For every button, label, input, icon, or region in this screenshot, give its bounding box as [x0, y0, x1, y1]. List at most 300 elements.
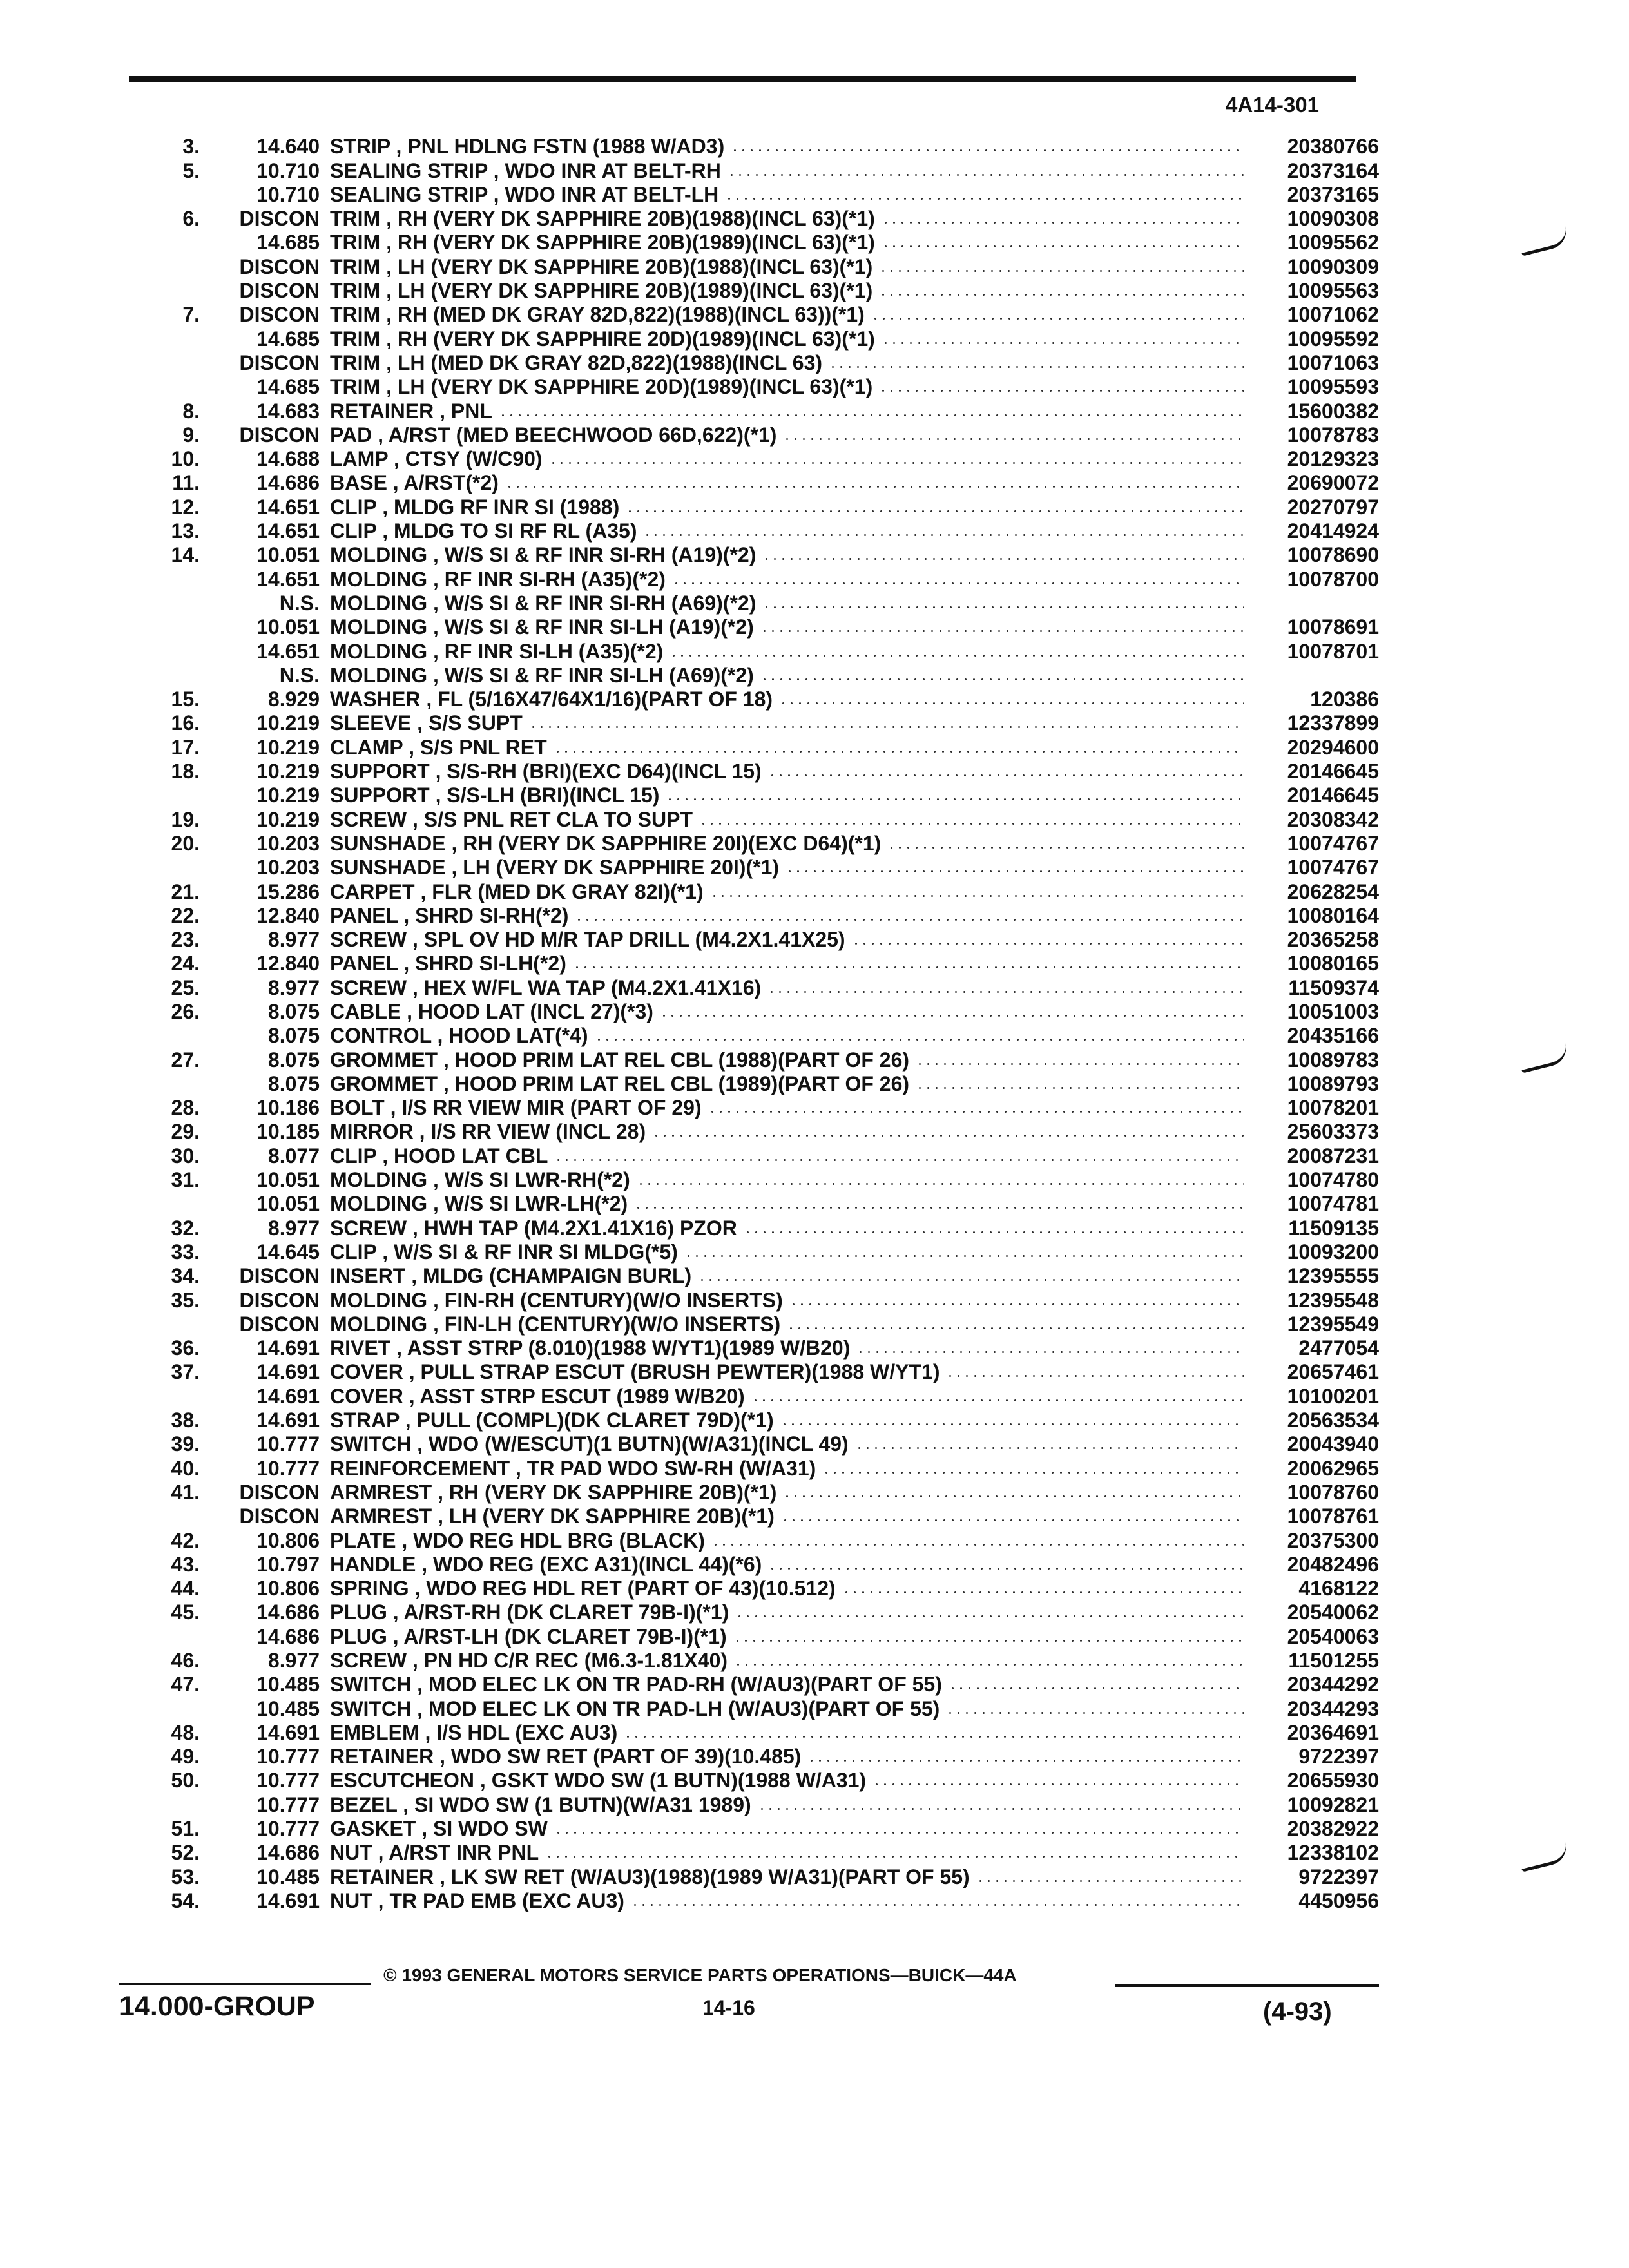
part-number: 11509135	[1288, 1216, 1379, 1240]
ref-number: 45.	[171, 1600, 200, 1624]
group-number: 12.840	[256, 952, 320, 975]
part-description: RETAINER , LK SW RET (W/AU3)(1988)(1989 W/A31)(PART OF 55)	[330, 1865, 970, 1888]
dot-leader	[882, 341, 1244, 345]
dot-leader	[879, 293, 1244, 296]
part-description: SWITCH , MOD ELEC LK ON TR PAD-LH (W/AU3)(PART OF 55)	[330, 1696, 940, 1720]
dot-leader	[787, 1327, 1244, 1330]
dot-leader	[762, 557, 1244, 561]
part-description: MOLDING , W/S SI & RF INR SI-RH (A19)(*2)	[330, 543, 757, 567]
part-number: 20344293	[1287, 1696, 1379, 1720]
parts-row	[148, 687, 1379, 711]
part-description: CONTROL , HOOD LAT(*4)	[330, 1024, 588, 1048]
part-description: RETAINER , WDO SW RET (PART OF 39)(10.485)	[330, 1745, 802, 1769]
parts-row	[148, 1023, 1379, 1047]
part-number: 10095593	[1287, 375, 1379, 399]
group-number: DISCON	[239, 1480, 320, 1504]
ref-number: 48.	[171, 1720, 200, 1744]
part-number: 11509374	[1288, 975, 1379, 999]
ref-number: 28.	[171, 1096, 200, 1120]
dot-leader	[505, 485, 1244, 488]
part-number: 10051003	[1287, 999, 1379, 1023]
group-number: 10.806	[256, 1528, 320, 1552]
parts-row	[148, 1696, 1379, 1720]
part-number: 12395549	[1287, 1312, 1379, 1336]
group-number: 8.977	[267, 975, 320, 999]
group-number: 14.691	[256, 1336, 320, 1360]
group-number: 8.075	[267, 1024, 320, 1048]
dot-leader	[549, 461, 1244, 465]
parts-row	[148, 158, 1379, 182]
parts-row	[148, 663, 1379, 687]
dot-leader	[783, 1495, 1244, 1498]
parts-row	[148, 1672, 1379, 1696]
part-number: 20375300	[1287, 1528, 1379, 1552]
dot-leader	[652, 1134, 1244, 1137]
ref-number: 30.	[171, 1144, 200, 1168]
parts-row	[148, 566, 1379, 590]
part-description: SPRING , WDO REG HDL RET (PART OF 43)(10.512)	[330, 1577, 836, 1600]
part-description: RETAINER , PNL	[330, 399, 492, 423]
parts-row	[148, 711, 1379, 735]
part-description: STRAP , PULL (COMPL)(DK CLARET 79D)(*1)	[330, 1408, 774, 1432]
parts-row	[148, 1600, 1379, 1624]
group-number: 10.777	[256, 1456, 320, 1480]
dot-leader	[672, 582, 1244, 585]
dot-leader	[976, 1879, 1244, 1883]
dot-leader	[760, 678, 1244, 681]
part-description: COVER , ASST STRP ESCUT (1989 W/B20)	[330, 1384, 745, 1408]
group-number: 14.691	[256, 1384, 320, 1408]
part-description: SUPPORT , S/S-RH (BRI)(EXC D64)(INCL 15)	[330, 760, 762, 783]
parts-row	[148, 302, 1379, 326]
parts-row	[148, 1504, 1379, 1528]
parts-row	[148, 447, 1379, 470]
parts-row	[148, 134, 1379, 158]
group-number: 12.840	[256, 903, 320, 927]
footer-rule	[1115, 1984, 1379, 1987]
part-description: SCREW , S/S PNL RET CLA TO SUPT	[330, 807, 693, 831]
part-description: CABLE , HOOD LAT (INCL 27)(*3)	[330, 999, 653, 1023]
part-description: PLUG , A/RST-RH (DK CLARET 79B-I)(*1)	[330, 1600, 729, 1624]
group-number: 10.219	[256, 783, 320, 807]
part-number: 20657461	[1287, 1360, 1379, 1384]
ref-number: 37.	[171, 1360, 200, 1384]
part-number: 20382922	[1287, 1817, 1379, 1841]
part-number: 20380766	[1287, 135, 1379, 159]
part-description: SUPPORT , S/S-LH (BRI)(INCL 15)	[330, 783, 660, 807]
dot-leader	[916, 1062, 1244, 1066]
part-description: INSERT , MLDG (CHAMPAIGN BURL)	[330, 1264, 692, 1288]
parts-row	[148, 1095, 1379, 1119]
part-number: 20435166	[1287, 1024, 1379, 1048]
group-number: 10.485	[256, 1673, 320, 1696]
ref-number: 54.	[171, 1888, 200, 1912]
group-number: 10.777	[256, 1792, 320, 1816]
parts-row	[148, 879, 1379, 903]
group-number: 14.686	[256, 1600, 320, 1624]
copyright-text: © 1993 GENERAL MOTORS SERVICE PARTS OPERATIONS—BUICK—44A	[383, 1965, 1017, 1985]
parts-row	[148, 351, 1379, 374]
group-number: 14.685	[256, 375, 320, 399]
part-number: 20062965	[1287, 1456, 1379, 1480]
ref-number: 12.	[171, 495, 200, 519]
ref-number: 51.	[171, 1817, 200, 1841]
group-number: 14.640	[256, 135, 320, 159]
group-number: DISCON	[239, 423, 320, 447]
dot-leader	[529, 726, 1244, 729]
part-description: SLEEVE , S/S SUPT	[330, 711, 523, 735]
group-number: 10.051	[256, 1168, 320, 1192]
part-description: COVER , PULL STRAP ESCUT (BRUSH PEWTER)(1988 W/YT1)	[330, 1360, 940, 1384]
dot-leader	[637, 1182, 1244, 1186]
part-number: 4168122	[1298, 1577, 1379, 1600]
parts-row	[148, 999, 1379, 1023]
group-number: 14.685	[256, 231, 320, 255]
part-number: 20373165	[1287, 182, 1379, 206]
part-number: 20294600	[1287, 735, 1379, 759]
dot-leader	[710, 894, 1244, 898]
group-number: 10.185	[256, 1120, 320, 1144]
parts-row	[148, 182, 1379, 206]
ref-number: 47.	[171, 1673, 200, 1696]
part-description: MOLDING , W/S SI LWR-RH(*2)	[330, 1168, 630, 1192]
dot-leader	[887, 846, 1244, 849]
page-code: 4A14-301	[1226, 93, 1319, 117]
group-number: 10.485	[256, 1865, 320, 1888]
part-description: REINFORCEMENT , TR PAD WDO SW-RH (W/A31)	[330, 1456, 816, 1480]
part-description: CLAMP , S/S PNL RET	[330, 735, 547, 759]
group-number: 8.977	[267, 1216, 320, 1240]
dot-leader	[822, 1471, 1244, 1474]
parts-row	[148, 1720, 1379, 1744]
ref-number: 35.	[171, 1288, 200, 1312]
part-number: 20540062	[1287, 1600, 1379, 1624]
dot-leader	[699, 822, 1244, 825]
part-number: 20129323	[1287, 447, 1379, 471]
part-description: MOLDING , FIN-LH (CENTURY)(W/O INSERTS)	[330, 1312, 781, 1336]
part-number: 10074767	[1287, 831, 1379, 855]
parts-row	[148, 1168, 1379, 1191]
date-code: (4-93)	[1263, 1997, 1332, 2026]
dot-leader	[882, 221, 1244, 224]
group-number: 8.977	[267, 1649, 320, 1672]
ref-number: 52.	[171, 1841, 200, 1865]
parts-row	[148, 1143, 1379, 1167]
part-number: 20540063	[1287, 1624, 1379, 1648]
ref-number: 13.	[171, 519, 200, 543]
part-number: 10078783	[1287, 423, 1379, 447]
parts-row	[148, 326, 1379, 350]
dot-leader	[711, 1543, 1244, 1546]
parts-row	[148, 855, 1379, 879]
parts-row	[148, 1624, 1379, 1648]
part-description: PAD , A/RST (MED BEECHWOOD 66D,622)(*1)	[330, 423, 777, 447]
parts-row	[148, 1287, 1379, 1311]
group-number: 10.203	[256, 856, 320, 879]
part-number: 10080164	[1287, 903, 1379, 927]
group-number: DISCON	[239, 255, 320, 278]
part-description: SUNSHADE , LH (VERY DK SAPPHIRE 20I)(*1)	[330, 856, 780, 879]
group-number: 10.219	[256, 807, 320, 831]
dot-leader	[735, 1615, 1244, 1618]
part-number: 12338102	[1287, 1841, 1379, 1865]
margin-mark	[1518, 1842, 1570, 1872]
part-number: 10078201	[1287, 1096, 1379, 1120]
dot-leader	[684, 1254, 1244, 1258]
part-description: BEZEL , SI WDO SW (1 BUTN)(W/A31 1989)	[330, 1792, 751, 1816]
group-number: 10.186	[256, 1096, 320, 1120]
part-number: 12337899	[1287, 711, 1379, 735]
ref-number: 32.	[171, 1216, 200, 1240]
group-number: 10.806	[256, 1577, 320, 1600]
dot-leader	[758, 1807, 1244, 1811]
dot-leader	[789, 1303, 1244, 1306]
part-description: SCREW , HEX W/FL WA TAP (M4.2X1.41X16)	[330, 975, 762, 999]
part-number: 10095563	[1287, 279, 1379, 303]
dot-leader	[946, 1374, 1244, 1378]
parts-row	[148, 1215, 1379, 1239]
dot-leader	[786, 870, 1244, 873]
part-description: PLATE , WDO REG HDL BRG (BLACK)	[330, 1528, 705, 1552]
parts-row	[148, 1456, 1379, 1479]
part-description: STRIP , PNL HDLNG FSTN (1988 W/AD3)	[330, 135, 725, 159]
part-number: 10095592	[1287, 327, 1379, 351]
part-description: RIVET , ASST STRP (8.010)(1988 W/YT1)(1989 W/B20)	[330, 1336, 851, 1360]
part-description: SUNSHADE , RH (VERY DK SAPPHIRE 20I)(EXC D64)(*1)	[330, 831, 882, 855]
part-description: LAMP , CTSY (W/C90)	[330, 447, 543, 471]
part-number: 9722397	[1298, 1745, 1379, 1769]
part-description: TRIM , RH (VERY DK SAPPHIRE 20B)(1989)(INCL 63)(*1)	[330, 231, 875, 255]
group-number: 14.685	[256, 327, 320, 351]
group-number: 8.929	[267, 687, 320, 711]
group-number: 14.651	[256, 495, 320, 519]
ref-number: 39.	[171, 1432, 200, 1456]
parts-row	[148, 1864, 1379, 1888]
ref-number: 23.	[171, 928, 200, 952]
dot-leader	[768, 774, 1244, 777]
ref-number: 41.	[171, 1480, 200, 1504]
group-number: 14.651	[256, 567, 320, 591]
dot-leader	[660, 1014, 1244, 1017]
part-number: 10078700	[1287, 567, 1379, 591]
ref-number: 18.	[171, 760, 200, 783]
part-description: PANEL , SHRD SI-RH(*2)	[330, 903, 569, 927]
parts-row	[148, 519, 1379, 543]
part-number: 20628254	[1287, 879, 1379, 903]
dot-leader	[698, 1278, 1244, 1282]
group-number: DISCON	[239, 303, 320, 327]
page-number: 14-16	[702, 1996, 755, 2019]
part-number: 20146645	[1287, 760, 1379, 783]
ref-number: 22.	[171, 903, 200, 927]
part-description: CLIP , HOOD LAT CBL	[330, 1144, 548, 1168]
ref-number: 44.	[171, 1577, 200, 1600]
part-number: 20146645	[1287, 783, 1379, 807]
part-number: 10078761	[1287, 1504, 1379, 1528]
group-number: 14.686	[256, 1841, 320, 1865]
ref-number: 7.	[182, 303, 200, 327]
parts-row	[148, 1576, 1379, 1600]
part-description: NUT , TR PAD EMB (EXC AU3)	[330, 1888, 624, 1912]
ref-number: 6.	[182, 207, 200, 231]
parts-row	[148, 206, 1379, 230]
ref-number: 29.	[171, 1120, 200, 1144]
part-number: 12395548	[1287, 1288, 1379, 1312]
group-number: 14.686	[256, 1624, 320, 1648]
dot-leader	[573, 966, 1244, 969]
dot-leader	[829, 365, 1244, 369]
parts-row	[148, 1312, 1379, 1336]
group-number: 14.651	[256, 519, 320, 543]
group-number: 10.219	[256, 735, 320, 759]
dot-leader	[949, 1687, 1244, 1690]
part-number: 10074780	[1287, 1168, 1379, 1192]
ref-number: 17.	[171, 735, 200, 759]
dot-leader	[842, 1591, 1244, 1594]
margin-mark	[1518, 226, 1570, 256]
ref-number: 40.	[171, 1456, 200, 1480]
dot-leader	[779, 702, 1244, 705]
group-number: DISCON	[239, 1264, 320, 1288]
dot-leader	[946, 1711, 1244, 1715]
parts-row	[148, 903, 1379, 927]
parts-row	[148, 1840, 1379, 1864]
dot-leader	[670, 654, 1244, 657]
dot-leader	[733, 1639, 1244, 1642]
part-description: TRIM , LH (VERY DK SAPPHIRE 20B)(1989)(INCL 63)(*1)	[330, 279, 873, 303]
parts-row	[148, 1119, 1379, 1143]
part-number: 10071062	[1287, 303, 1379, 327]
part-number: 10092821	[1287, 1792, 1379, 1816]
ref-number: 43.	[171, 1552, 200, 1576]
dot-leader	[725, 197, 1244, 200]
ref-number: 8.	[182, 399, 200, 423]
part-number: 20365258	[1287, 928, 1379, 952]
group-number: 10.485	[256, 1696, 320, 1720]
ref-number: 16.	[171, 711, 200, 735]
parts-row	[148, 831, 1379, 855]
dot-leader	[780, 1423, 1244, 1426]
part-description: SEALING STRIP , WDO INR AT BELT-RH	[330, 159, 721, 182]
part-description: PLUG , A/RST-LH (DK CLARET 79B-I)(*1)	[330, 1624, 727, 1648]
parts-row	[148, 927, 1379, 951]
group-number: N.S.	[279, 663, 320, 687]
part-description: SCREW , SPL OV HD M/R TAP DRILL (M4.2X1.41X25)	[330, 928, 845, 952]
dot-leader	[767, 990, 1244, 994]
parts-row	[148, 398, 1379, 422]
group-number: DISCON	[239, 1288, 320, 1312]
dot-leader	[554, 1831, 1244, 1834]
parts-row	[148, 1191, 1379, 1215]
ref-number: 15.	[171, 687, 200, 711]
ref-number: 33.	[171, 1240, 200, 1264]
part-number: 10080165	[1287, 952, 1379, 975]
part-number: 20364691	[1287, 1720, 1379, 1744]
dot-leader	[554, 1158, 1244, 1162]
dot-leader	[916, 1086, 1244, 1090]
part-number: 25603373	[1287, 1120, 1379, 1144]
group-number: 10.777	[256, 1432, 320, 1456]
group-number: 14.683	[256, 399, 320, 423]
parts-row	[148, 374, 1379, 398]
parts-row	[148, 615, 1379, 639]
part-number: 120386	[1310, 687, 1379, 711]
parts-row	[148, 494, 1379, 518]
group-number: 10.797	[256, 1552, 320, 1576]
part-description: MOLDING , W/S SI LWR-LH(*2)	[330, 1192, 628, 1216]
group-number: 14.691	[256, 1360, 320, 1384]
part-number: 10078760	[1287, 1480, 1379, 1504]
top-rule	[129, 76, 1356, 82]
ref-number: 49.	[171, 1745, 200, 1769]
part-description: MOLDING , W/S SI & RF INR SI-RH (A69)(*2)	[330, 591, 757, 615]
dot-leader	[631, 1903, 1244, 1907]
part-number: 20087231	[1287, 1144, 1379, 1168]
part-number: 11501255	[1288, 1649, 1379, 1672]
dot-leader	[768, 1567, 1244, 1570]
ref-number: 24.	[171, 952, 200, 975]
part-number: 10093200	[1287, 1240, 1379, 1264]
parts-row	[148, 254, 1379, 278]
dot-leader	[545, 1855, 1244, 1858]
dot-leader	[807, 1759, 1244, 1762]
group-number: 14.691	[256, 1720, 320, 1744]
part-description: WASHER , FL (5/16X47/64X1/16)(PART OF 18)	[330, 687, 773, 711]
part-description: MOLDING , RF INR SI-RH (A35)(*2)	[330, 567, 666, 591]
ref-number: 34.	[171, 1264, 200, 1288]
ref-number: 14.	[171, 543, 200, 567]
part-description: TRIM , RH (VERY DK SAPPHIRE 20D)(1989)(INCL 63)(*1)	[330, 327, 875, 351]
part-description: GROMMET , HOOD PRIM LAT REL CBL (1988)(PART OF 26)	[330, 1048, 910, 1072]
part-description: PANEL , SHRD SI-LH(*2)	[330, 952, 566, 975]
ref-number: 20.	[171, 831, 200, 855]
part-description: SWITCH , WDO (W/ESCUT)(1 BUTN)(W/A31)(INCL 49)	[330, 1432, 849, 1456]
dot-leader	[624, 1735, 1244, 1738]
parts-row	[148, 1768, 1379, 1792]
group-number: 14.691	[256, 1408, 320, 1432]
part-number: 10100201	[1287, 1384, 1379, 1408]
part-description: MOLDING , W/S SI & RF INR SI-LH (A69)(*2)	[330, 663, 754, 687]
group-number: 14.691	[256, 1888, 320, 1912]
group-number: 10.777	[256, 1745, 320, 1769]
part-number: 20308342	[1287, 807, 1379, 831]
group-number: 8.075	[267, 1072, 320, 1095]
parts-row	[148, 639, 1379, 662]
group-number: DISCON	[239, 207, 320, 231]
ref-number: 50.	[171, 1769, 200, 1792]
margin-mark	[1518, 1043, 1570, 1073]
part-number: 10078691	[1287, 615, 1379, 639]
dot-leader	[879, 389, 1244, 392]
ref-number: 10.	[171, 447, 200, 471]
part-number: 10074781	[1287, 1192, 1379, 1216]
parts-row	[148, 1552, 1379, 1576]
ref-number: 46.	[171, 1649, 200, 1672]
parts-row	[148, 591, 1379, 615]
parts-row	[148, 1888, 1379, 1912]
parts-row	[148, 1336, 1379, 1360]
ref-number: 9.	[182, 423, 200, 447]
part-description: TRIM , LH (VERY DK SAPPHIRE 20B)(1988)(INCL 63)(*1)	[330, 255, 873, 278]
part-number: 20344292	[1287, 1673, 1379, 1696]
parts-row	[148, 1792, 1379, 1816]
group-number: 8.075	[267, 1048, 320, 1072]
parts-row	[148, 543, 1379, 566]
dot-leader	[666, 798, 1244, 801]
part-description: ARMREST , RH (VERY DK SAPPHIRE 20B)(*1)	[330, 1480, 777, 1504]
part-number: 10074767	[1287, 856, 1379, 879]
part-description: BOLT , I/S RR VIEW MIR (PART OF 29)	[330, 1096, 702, 1120]
